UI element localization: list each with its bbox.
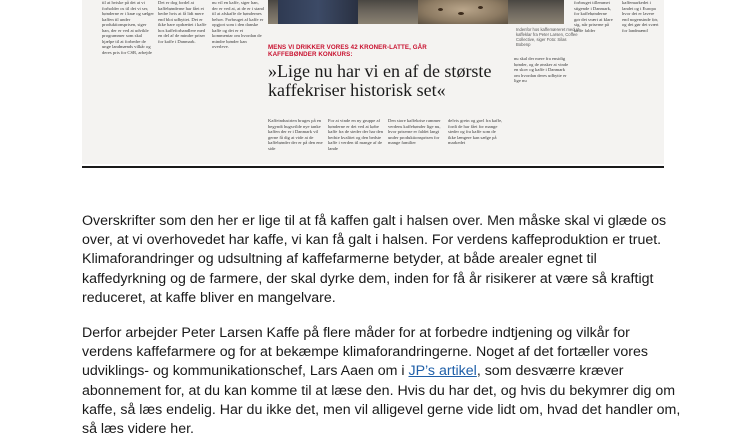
paragraph-text-before-link: Derfor arbejder Peter Larsen Kaffe på flere måder for at forbedre indtjening og vilkår for verdens kaffefarmere og for at bekæmpe klimaforandringerne. Noget af det fortæller vores udviklings- og kommunikationschef, Lars Aaen om i [82, 325, 648, 380]
clipping-column: kaffemarkedet i landet og i Europa hvor det er lavere end nogensinde før, og det gør det svært for landmænd [622, 0, 659, 33]
clipping-column: For at vinde en ny gruppe af bønderne er det ved at købe kaffe fra de steder der har den bedste kvalitet og den bedste kaffe i verden til mange af de lande [328, 118, 384, 151]
photo-caption: Indenfor hos kaffemæreret med et kaffeklar fra Peter Larsen, Coffee Collective, siger Foto: Silas Bobenp [516, 27, 580, 47]
clipping-column: delvis grein og gavl fra kaffe, fordi de har fået for mange steder og fra kaffe som de ikke længere kan sælge på markedet [448, 118, 503, 145]
clipping-column: nu skal der mere fra ensidig bønder, og de ønsker at vinde en skov og kaffe i Danmark om hvordan deres udbytte er lige nu [514, 56, 569, 83]
clipping-column: forbruget tillemmet stigende i Danmark, for kaffebønderne gør det svært at klare sig, når priserne på kaffe falder [574, 0, 613, 33]
jp-article-link[interactable]: JP’s artikel [408, 363, 477, 380]
paragraph-text-after-link: , som desværre kræver abonnement for, at du kan komme til at læse den. Hvis du har det, og hvis du bekymrer dig om kaffe, så læs endelig. Har du ikke det, men vil alligevel gerne vide lidt om, hvad det handler om, så læs videre her. [82, 363, 681, 438]
body-paragraph-2 [82, 324, 682, 439]
clipping-column: nu vil en kaffe, siger han, der er ved at, at de er i stand til at afskaffe de bøndernes behov. Forbruget af kaffe er opgjort som i den danske kaffe og det er et kommentar om hvordan de mindre bønder kan overleve. [212, 0, 264, 49]
clipping-column: Det er dog fordel at kaffebønderne har fået et bedre hvis at få lidt mere end blot udbyttet. Det er ikke bare opdrættet i kaffe hos kaffeforhandlere med en del af de mindre priser for kaffe i Danmark. [158, 0, 207, 44]
clipping-column: Den store kaffekrise rammer verdens kaffebønder lige nu, hvor priserne er faldet langt under produktionsprisen for mange familier [388, 118, 441, 145]
clipping-photo [268, 0, 564, 24]
clipping-column: til at hviske på det at vi forholder os til det vi ser, bønderne er i knæ og sælger kaffen til under produktionsprisen, siger han, der er ved at udvikle programmer som skal hjælpe til at forbedre de unge landmænds vilkår og deres pris for CSR, arbejde [102, 0, 154, 55]
divider [82, 166, 664, 168]
body-paragraph-1: Overskrifter som den her er lige til at få kaffen galt i halsen over. Men måske skal vi glæde os over, at vi overhovedet har kaffe, vi kan få galt i halsen. For verdens kaffeproduktion er truet. Klimaforandringer og udsultning af kaffefarmerne betyder, at både arealer egnet til kaffedyrkning og de farmere, der skal dyrke dem, inden for få år risikerer at være så kraftigt reduceret, at kaffe bliver en mangelvare. [82, 213, 667, 306]
clipping-headline: »Lige nu har vi en af de største kaffekriser historisk set« [268, 61, 492, 100]
article-kicker: MENS VI DRIKKER VORES 42 KRONER-LATTE, GÅR KAFFEBØNDER KONKURS: [268, 44, 427, 59]
newspaper-clipping [82, 0, 664, 164]
clipping-column: Kaffeindustrien bruges på en begyndt hugsvilde nye tanke kaffen der er i Danmark vil gerne få dig at vide at de kaffebønder der er på den ene side [268, 118, 323, 151]
